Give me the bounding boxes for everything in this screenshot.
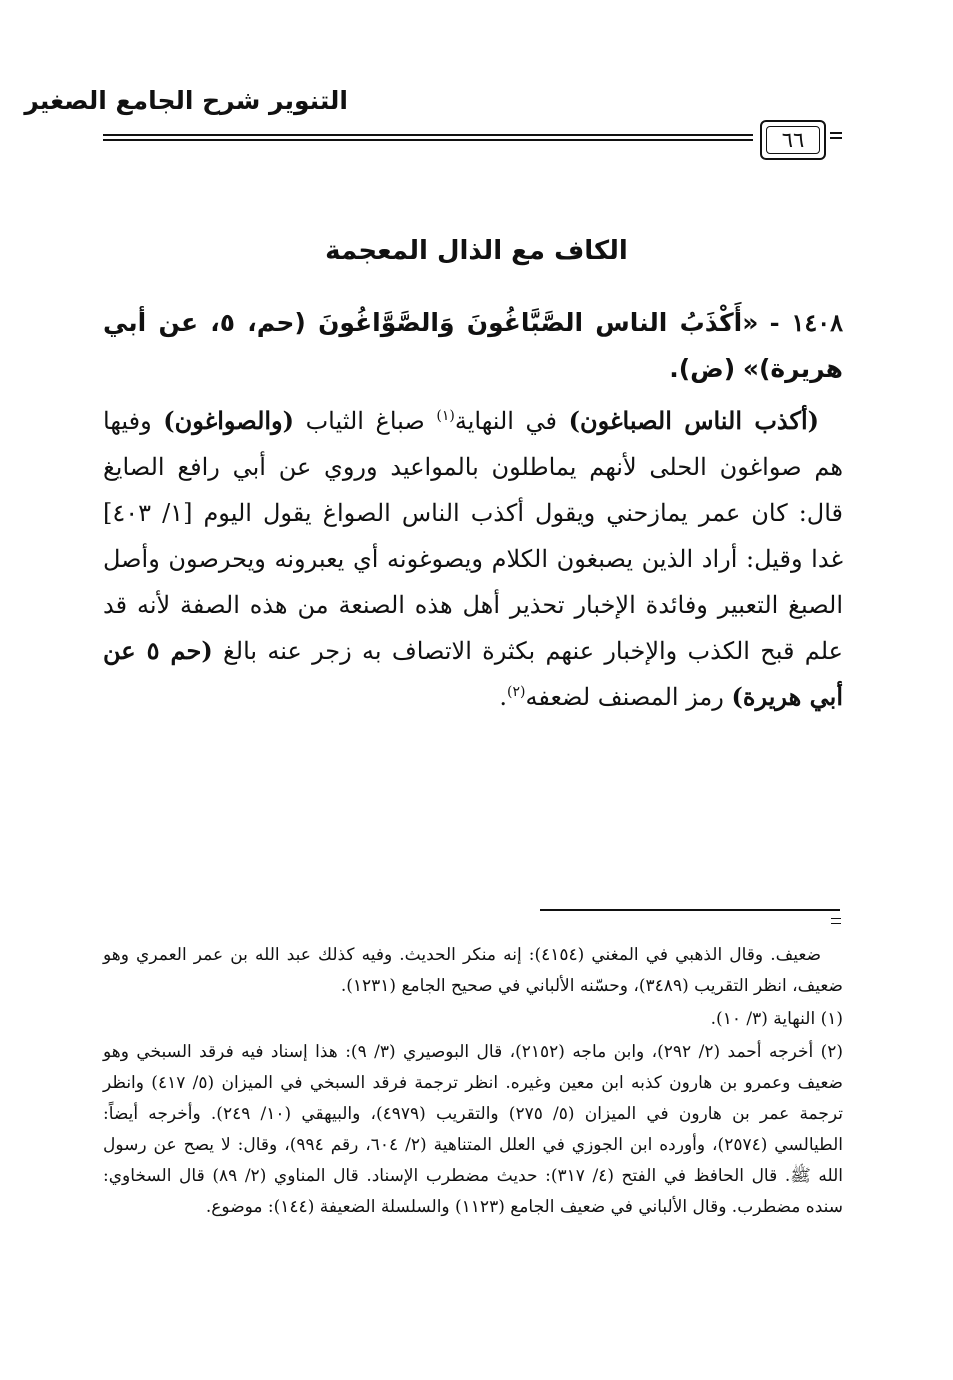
commentary-text: في النهاية: [454, 407, 558, 435]
commentary-text: صباغ الثياب: [305, 407, 425, 435]
header-rule: [103, 134, 753, 141]
running-title: التنوير شرح الجامع الصغير: [24, 86, 348, 115]
page-number-text: ٦٦: [781, 128, 805, 152]
page-number: [760, 120, 826, 160]
footnote-2: (٢) أخرجه أحمد (٢/ ٢٩٢)، وابن ماجه (٢١٥٢)، قال البوصيري (٣/ ٩): هذا إسناد فيه فرقد السبخي وهو ضعيف وعمرو بن هارون كذبه ابن معين وغيره. انظر ترجمة فرقد السبخي في الميزان (٥/ ٤١٧) وانظر ترجمة عمر بن هارون في الميزان (٥/ ٢٧٥) والتقريب (٤٩٧٩)، والبيهقي (١٠/ ٢٤٩). وأخرجه أيضاً: الطيالسي (٢٥٧٤)، وأورده ابن الجوزي في العلل المتناهية (٢/ ٦٠٤، رقم ٩٩٤)، وقال: لا يصح عن رسول الله ﷺ. قال الحافظ في الفتح (٤/ ٣١٧): حديث مضطرب الإسناد. قال المناوي (٢/ ٨٩) قال السخاوي: سنده مضطرب. وقال الألباني في ضعيف الجامع (١١٢٣) والسلسلة الضعيفة (١٤٤): موضوع.: [103, 1042, 844, 1217]
commentary-lemma: (أكذب الناس الصباغون): [568, 406, 819, 435]
header-tick: [830, 132, 842, 139]
main-body: [103, 300, 843, 726]
footnote-marker-2[interactable]: (٢): [507, 684, 526, 700]
hadith-number: ١٤٠٨ -: [769, 308, 843, 337]
hadith-text: «أَكْذَبُ الناس الصَّبَّاغُونَ وَالصَّوَّاغُونَ (حم، ٥، عن أبي هريرة)»: [103, 308, 843, 383]
hadith-tail: (ض).: [669, 354, 736, 383]
commentary-text: وفيها هم صواغون الحلى لأنهم يماطلون بالمواعيد وروي عن أبي رافع الصايغ قال: كان عمر يمازحني ويقول أكذب الناس الصواغ يقول اليوم [١/ ٤٠٣] غدا وقيل: أراد الذين يصبغون الكلام ويصوغونه أي يعبرونه ويحرصون وأصل الصبغ التعبير وفائدة الإخبار تحذير أهل هذه الصنعة من هذه الصفة لأنه قد علم قبح الكذب والإخبار عنهم بكثرة الاتصاف به زجر عنه بالغ: [103, 407, 844, 665]
footnote-continuation: ضعيف. وقال الذهبي في المغني (٤١٥٤): إنه منكر الحديث. وفيه كذلك عبد الله بن عمر العمري وهو ضعيف، انظر التقريب (٣٤٨٩)، وحسّنه الألباني في صحيح الجامع (١٢٣١).: [103, 945, 843, 996]
footnote-1: (١) النهاية (٣/ ١٠).: [710, 1009, 843, 1029]
footnotes: [103, 940, 843, 1225]
source-reference: (حم ٥ عن أبي هريرة): [103, 636, 843, 711]
commentary-lemma: (والصواغون): [163, 406, 294, 435]
commentary-text: رمز المصنف لضعفه: [525, 683, 724, 711]
commentary-end: .: [499, 683, 507, 711]
footnote-divider: [540, 909, 840, 911]
section-heading: الكاف مع الذال المعجمة: [325, 236, 628, 266]
footnote-tick: [831, 918, 841, 924]
commentary-paragraph: [103, 398, 843, 720]
footnote-marker-1[interactable]: (١): [436, 408, 455, 424]
hadith-entry: [103, 300, 843, 392]
